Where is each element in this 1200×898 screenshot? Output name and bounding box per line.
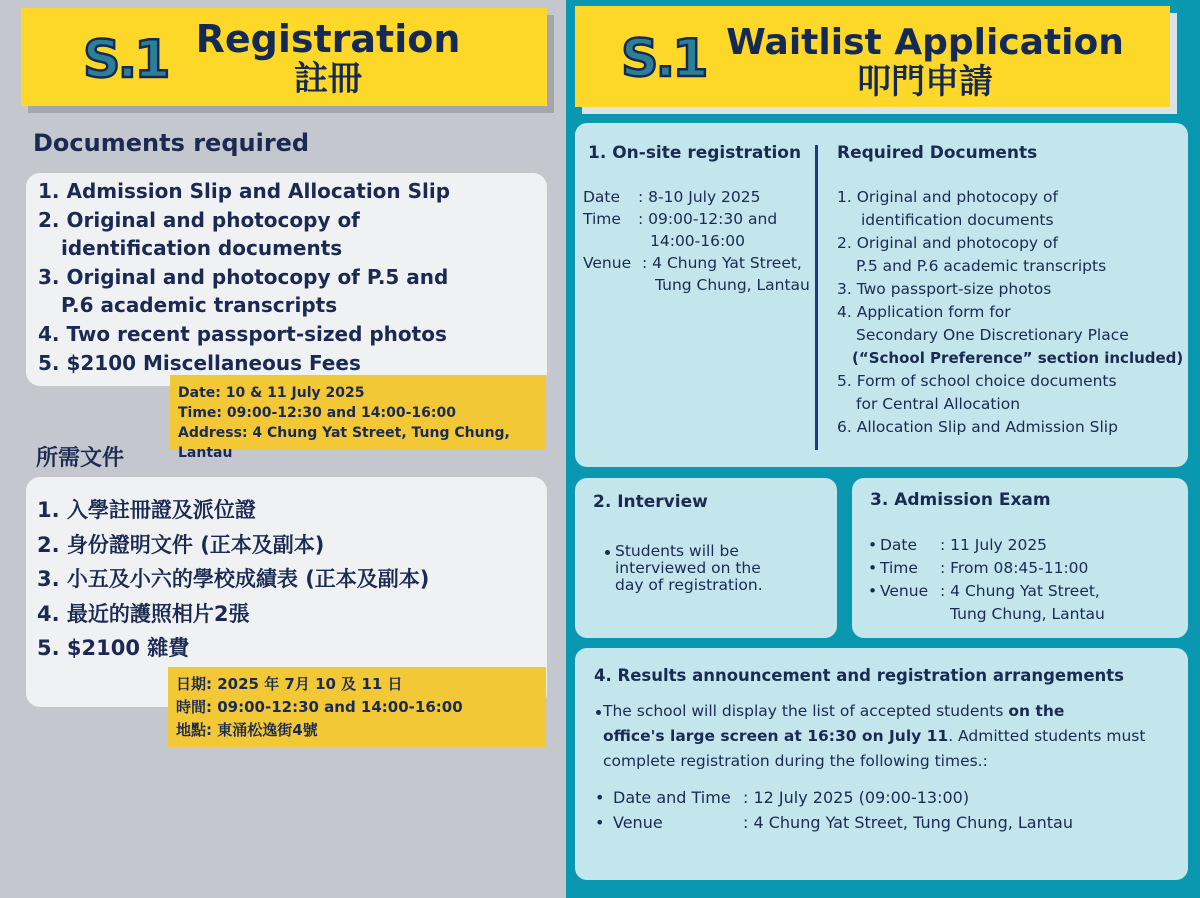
req-line-3: 2. Original and photocopy of xyxy=(837,234,1058,252)
info-zh-date: 日期: 2025 年 7月 10 及 11 日 xyxy=(176,675,403,693)
onsite-details xyxy=(583,186,810,296)
admission-exam-details: • Date : 11 July 2025 • Time : From 08:45-11:00 • Venue : 4 Chung Yat Street, Tung Chung, Lantau xyxy=(868,534,1105,626)
results-p2-a: office's large screen at 16:30 on July 11 xyxy=(603,727,949,745)
s1-badge: S.1 xyxy=(83,30,168,90)
interview-card xyxy=(575,478,837,638)
doc-item-5: 5. $2100 Miscellaneous Fees xyxy=(38,350,361,375)
doc-item-3: 3. Original and photocopy of P.5 and xyxy=(38,264,449,289)
waitlist-panel xyxy=(566,0,1200,898)
registration-info-en xyxy=(170,375,546,461)
results-venue-value: : 4 Chung Yat Street, Tung Chung, Lantau xyxy=(743,813,1073,832)
documents-list-box xyxy=(26,173,547,386)
req-line-7: Secondary One Discretionary Place xyxy=(856,326,1129,344)
req-line-10: for Central Allocation xyxy=(856,395,1021,413)
zh-item-3: 3. 小五及小六的學校成績表 (正本及副本) xyxy=(37,567,430,591)
interview-line-1: Students will be xyxy=(615,542,739,560)
results-p1-b: on the xyxy=(1008,702,1065,720)
results-p3: complete registration during the following times.: xyxy=(603,752,988,770)
results-title: 4. Results announcement and registration arrangements xyxy=(594,666,1124,685)
exam-venue-label: Venue xyxy=(880,582,929,600)
doc-item-2-cont: identification documents xyxy=(61,236,343,261)
results-p1-a: The school will display the list of accepted students xyxy=(603,702,1009,720)
info-en-time: Time: 09:00-12:30 and 14:00-16:00 xyxy=(178,405,456,421)
req-line-1: 1. Original and photocopy of xyxy=(837,188,1058,206)
exam-date-value: : 11 July 2025 xyxy=(940,536,1048,554)
onsite-time-value-2: 14:00-16:00 xyxy=(650,232,745,250)
zh-item-5: 5. $2100 雜費 xyxy=(37,636,190,660)
exam-venue-value: : 4 Chung Yat Street, xyxy=(940,582,1100,600)
onsite-venue-value-2: Tung Chung, Lantau xyxy=(655,276,810,294)
waitlist-title-en: Waitlist Application xyxy=(726,22,1124,63)
zh-item-4: 4. 最近的護照相片2張 xyxy=(37,601,250,626)
onsite-date-label: Date xyxy=(583,188,621,206)
req-line-8: (“School Preference” section included) xyxy=(852,349,1184,367)
onsite-venue-label: Venue xyxy=(583,254,632,272)
exam-date-label: Date xyxy=(880,536,918,554)
exam-time-value: : From 08:45-11:00 xyxy=(940,559,1089,577)
onsite-venue-value: : 4 Chung Yat Street, xyxy=(642,254,802,272)
admission-exam-title: 3. Admission Exam xyxy=(870,490,1051,510)
req-line-2: identification documents xyxy=(861,211,1054,229)
zh-item-1: 1. 入學註冊證及派位證 xyxy=(37,498,256,522)
registration-info-zh xyxy=(168,667,546,747)
doc-item-1: 1. Admission Slip and Allocation Slip xyxy=(38,179,451,203)
documents-required-heading-zh: 所需文件 xyxy=(36,446,125,471)
results-p2-b: . Admitted students must xyxy=(948,727,1146,745)
results-dt-value: : 12 July 2025 (09:00-13:00) xyxy=(743,788,970,807)
required-documents-list xyxy=(837,186,1183,439)
waitlist-title-zh: 叩門申請 xyxy=(857,62,993,102)
req-line-11: 6. Allocation Slip and Admission Slip xyxy=(837,418,1118,436)
results-card xyxy=(575,648,1188,880)
waitlist-banner xyxy=(575,6,1170,107)
required-documents-title: Required Documents xyxy=(837,143,1038,163)
req-line-5: 3. Two passport-size photos xyxy=(837,280,1052,298)
zh-item-2: 2. 身份證明文件 (正本及副本) xyxy=(37,532,325,557)
req-line-4: P.5 and P.6 academic transcripts xyxy=(856,257,1107,275)
doc-item-4: 4. Two recent passport-sized photos xyxy=(38,321,447,346)
interview-line-2: interviewed on the xyxy=(615,559,761,577)
exam-time-label: Time xyxy=(880,559,918,577)
onsite-registration-card xyxy=(575,123,1188,467)
info-en-date: Date: 10 & 11 July 2025 xyxy=(178,385,365,401)
info-en-address: Address: 4 Chung Yat Street, Tung Chung, Lantau xyxy=(178,425,510,461)
doc-item-3-cont: P.6 academic transcripts xyxy=(61,293,338,318)
column-divider xyxy=(815,145,818,450)
onsite-title: 1. On-site registration xyxy=(588,143,802,163)
info-zh-time: 時間: 09:00-12:30 and 14:00-16:00 xyxy=(176,698,463,716)
interview-title: 2. Interview xyxy=(593,492,708,512)
onsite-date-value: : 8-10 July 2025 xyxy=(638,188,761,206)
interview-bullet xyxy=(605,550,610,555)
exam-venue-value-2: Tung Chung, Lantau xyxy=(950,605,1105,623)
req-line-6: 4. Application form for xyxy=(837,303,1011,321)
results-paragraph xyxy=(603,699,1183,774)
registration-banner xyxy=(21,8,547,106)
onsite-time-value: : 09:00-12:30 and xyxy=(638,210,778,228)
interview-line-3: day of registration. xyxy=(615,576,763,594)
info-zh-address: 地點: 東涌松逸街4號 xyxy=(176,721,318,739)
req-line-9: 5. Form of school choice documents xyxy=(837,372,1117,390)
registration-title-en: Registration xyxy=(195,17,461,61)
registration-title-zh: 註冊 xyxy=(294,59,362,99)
results-bullet xyxy=(596,710,601,715)
registration-panel xyxy=(0,0,566,898)
doc-item-2: 2. Original and photocopy of xyxy=(38,207,360,232)
results-dt-label: Date and Time xyxy=(613,788,731,807)
interview-text xyxy=(615,543,763,594)
results-venue-label: Venue xyxy=(613,813,663,832)
documents-required-heading: Documents required xyxy=(33,129,310,157)
results-schedule: • Date and Time : 12 July 2025 (09:00-13:00) • Venue : 4 Chung Yat Street, Tung Chung, Lantau xyxy=(595,785,1073,835)
admission-exam-card xyxy=(852,478,1188,638)
s1-badge-waitlist: S.1 xyxy=(621,29,706,89)
onsite-time-label: Time xyxy=(583,210,621,228)
